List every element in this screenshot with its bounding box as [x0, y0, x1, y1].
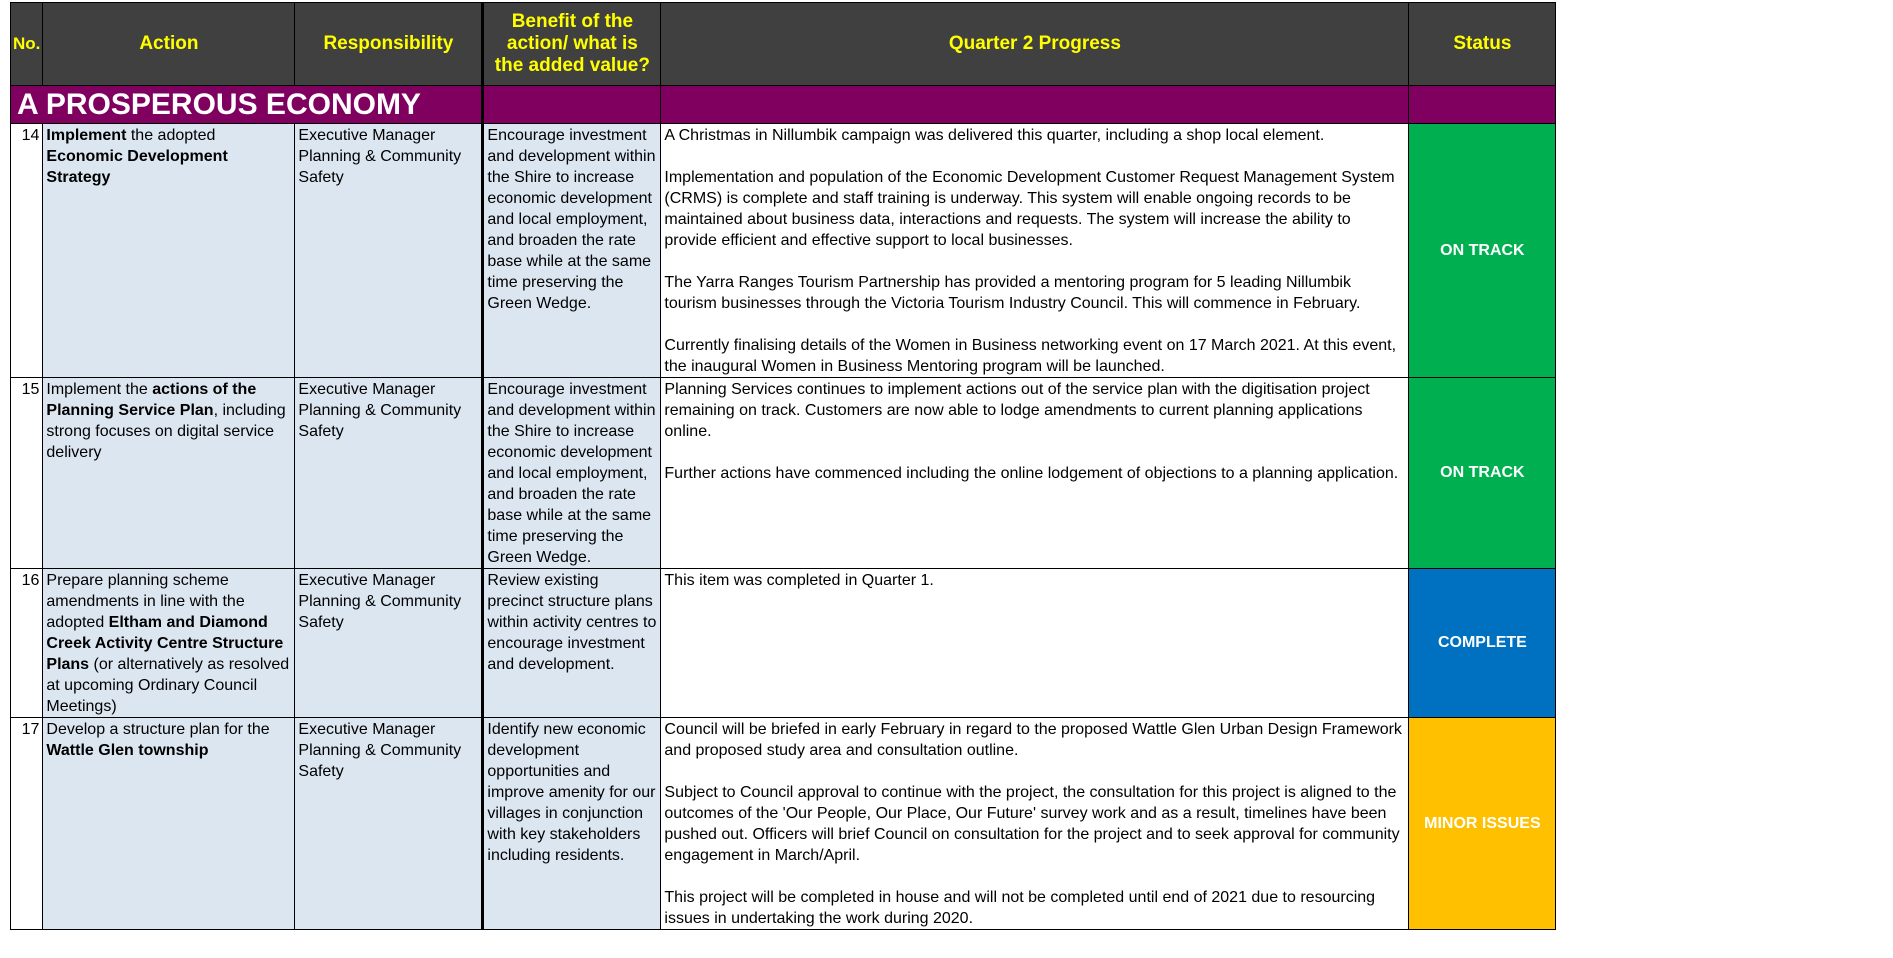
progress-paragraph: Further actions have commenced including the online lodgement of objections to a planning application.	[664, 465, 1399, 482]
benefit-cell	[483, 124, 661, 378]
responsibility-cell	[295, 378, 483, 569]
section-title-cell	[11, 86, 483, 124]
action-cell	[43, 124, 295, 378]
action-emphasis: Eltham and Diamond Creek Activity Centre Structure Plans	[46, 614, 284, 673]
header-no: No.	[11, 3, 43, 86]
action-part: the adopted	[126, 127, 216, 144]
row-number-cell	[11, 378, 43, 569]
progress-text	[661, 378, 1408, 484]
table-row	[11, 124, 1556, 378]
progress-paragraph: Planning Services continues to implement actions out of the service plan with the digitisation project remaining on track. Customers are now able to lodge amendments to current planning applications online.	[664, 381, 1370, 440]
action-emphasis: Economic Development Strategy	[46, 148, 228, 186]
progress-paragraph: This item was completed in Quarter 1.	[664, 572, 934, 589]
benefit-cell	[483, 718, 661, 930]
responsibility-text: Executive Manager Planning & Community Safety	[298, 381, 462, 440]
action-part: , including strong focuses on digital service delivery	[46, 402, 286, 461]
status-badge: COMPLETE	[1409, 569, 1556, 718]
progress-paragraph: Subject to Council approval to continue with the project, the consultation for this project is aligned to the outcomes of the 'Our People, Our Place, Our Future' survey work and as a result, timelines have been pushed out. Officers will brief Council on consultation for the project and to seek approval for community engagement in March/April.	[664, 784, 1400, 864]
action-part: Prepare planning scheme amendments in line with the adopted	[46, 572, 245, 631]
progress-paragraph: This project will be completed in house and will not be completed until end of 2021 due to resourcing issues in undertaking the work during 2020.	[664, 889, 1376, 927]
progress-paragraph: Currently finalising details of the Women in Business networking event on 17 March 2021. At this event, the inaugural Women in Business Mentoring program will be launched.	[664, 337, 1397, 375]
action-text	[43, 124, 294, 188]
row-number-cell	[11, 124, 43, 378]
table-row	[11, 718, 1556, 930]
action-part: Implement the	[46, 381, 153, 398]
section-spacer	[661, 86, 1409, 124]
action-text	[43, 718, 294, 761]
action-emphasis: Implement	[46, 127, 127, 144]
progress-text	[661, 718, 1408, 929]
status-badge: MINOR ISSUES	[1409, 718, 1556, 930]
row-number: 16	[21, 572, 40, 589]
header-action: Action	[43, 3, 295, 86]
table-row	[11, 569, 1556, 718]
action-part: Develop a structure plan for the	[46, 721, 270, 738]
progress-cell	[661, 718, 1409, 930]
progress-text	[661, 569, 1408, 591]
action-part: (or alternatively as resolved at upcoming Ordinary Council Meetings)	[46, 656, 290, 715]
action-cell	[43, 378, 295, 569]
action-text	[43, 569, 294, 717]
action-cell	[43, 718, 295, 930]
benefit-cell	[483, 569, 661, 718]
benefit-cell	[483, 378, 661, 569]
row-number-cell	[11, 569, 43, 718]
benefit-text: Review existing precinct structure plans within activity centres to encourage investment and development.	[487, 572, 657, 673]
action-cell	[43, 569, 295, 718]
progress-paragraph: Council will be briefed in early February in regard to the proposed Wattle Glen Urban Design Framework and proposed study area and consultation outline.	[664, 721, 1402, 759]
responsibility-text: Executive Manager Planning & Community Safety	[298, 721, 462, 780]
progress-cell	[661, 378, 1409, 569]
responsibility-text: Executive Manager Planning & Community Safety	[298, 127, 462, 186]
benefit-text: Identify new economic development opportunities and improve amenity for our villages in conjunction with key stakeholders including residents.	[487, 721, 656, 864]
action-emphasis: actions of the Planning Service Plan	[46, 381, 257, 419]
progress-text	[661, 124, 1408, 377]
header-status: Status	[1409, 3, 1556, 86]
responsibility-cell	[295, 718, 483, 930]
progress-cell	[661, 124, 1409, 378]
benefit-text: Encourage investment and development within the Shire to increase economic development and local employment, and broaden the rate base while at the same time preserving the Green Wedge.	[487, 381, 656, 566]
header-responsibility: Responsibility	[295, 3, 483, 86]
header-progress: Quarter 2 Progress	[661, 3, 1409, 86]
action-text	[43, 378, 294, 463]
progress-paragraph: A Christmas in Nillumbik campaign was delivered this quarter, including a shop local element.	[664, 127, 1325, 144]
responsibility-text: Executive Manager Planning & Community Safety	[298, 572, 462, 631]
section-title: A PROSPEROUS ECONOMY	[17, 88, 421, 121]
status-badge: ON TRACK	[1409, 378, 1556, 569]
header-benefit: Benefit of the action/ what is the added value?	[483, 3, 661, 86]
section-spacer	[1409, 86, 1556, 124]
section-spacer	[483, 86, 661, 124]
responsibility-cell	[295, 124, 483, 378]
action-plan-table	[10, 2, 1556, 930]
responsibility-cell	[295, 569, 483, 718]
table-row	[11, 378, 1556, 569]
row-number: 14	[21, 127, 40, 144]
action-emphasis: Wattle Glen township	[46, 742, 209, 759]
row-number: 17	[21, 721, 40, 738]
status-badge: ON TRACK	[1409, 124, 1556, 378]
progress-paragraph: Implementation and population of the Economic Development Customer Request Management System (CRMS) is complete and staff training is underway. This system will enable ongoing records to be maintained about business data, interactions and requests. The system will increase the ability to provide efficient and effective support to local businesses.	[664, 169, 1395, 249]
section-row	[11, 86, 1556, 124]
row-number: 15	[21, 381, 40, 398]
progress-paragraph: The Yarra Ranges Tourism Partnership has provided a mentoring program for 5 leading Nillumbik tourism businesses through the Victoria Tourism Industry Council. This will commence in February.	[664, 274, 1361, 312]
benefit-text: Encourage investment and development within the Shire to increase economic development and local employment, and broaden the rate base while at the same time preserving the Green Wedge.	[487, 127, 656, 312]
progress-cell	[661, 569, 1409, 718]
row-number-cell	[11, 718, 43, 930]
